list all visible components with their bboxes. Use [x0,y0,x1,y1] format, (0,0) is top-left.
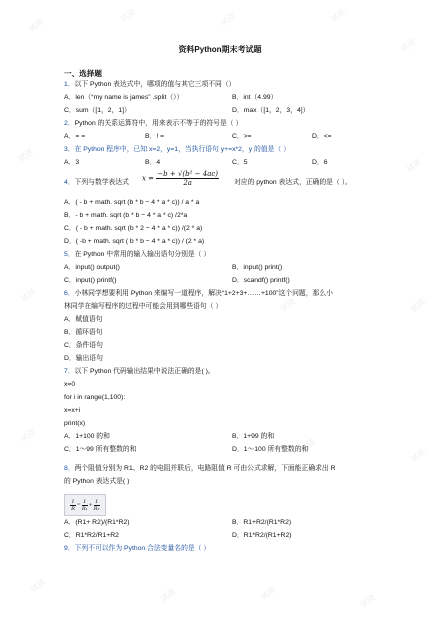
question-6-stem-line1 [64,289,333,299]
question-number: 8． [64,465,75,472]
watermark: 试读 [404,157,424,174]
q1-option-d: D．max（[1，2，3，4]） [232,107,310,114]
watermark: 试读 [118,7,138,24]
q8-option-d: D．R1*R2/(R1+R2) [232,532,292,539]
q7-option-c: C．1～99 所有整数的和 [64,446,137,453]
formula-fraction [156,170,219,187]
question-text: 小林同学想要利用 Python 来编写一道程序，解决“1+2+3+……+100”这个问题，那么小 [74,290,333,297]
q6-option-c: C．条件语句 [64,342,103,349]
code-line: print(x) [64,420,86,427]
q1-option-c: C．sum（[1，2，1]） [64,107,131,114]
question-number: 5． [64,251,75,258]
watermark: 试读 [328,7,348,24]
question-number: 9． [64,545,75,552]
q1-option-b: B．int（4.99） [232,94,278,101]
question-5-stem [64,250,210,260]
q7-option-b: B．1+99 的和 [232,433,275,440]
q3-option-a: A．3 [64,159,80,166]
code-line: for i in range(1,100): [64,394,126,401]
q3-option-b: B．4 [145,159,161,166]
question-6-stem-line2: 林同学在编写程序的过程中可能会用到哪些语句（ ） [64,303,223,310]
q8-option-b: B．R1+R2/(R1*R2) [232,519,292,526]
q4-option-a: A．( - b + math. sqrt (b * b − 4 * a * c)) / a * a [64,199,200,206]
question-3-stem [64,145,290,155]
code-line: x=0 [64,381,76,388]
question-number: 3． [64,146,75,153]
question-text: Python 的关系运算符中，用来表示不等于的符号是（ ） [74,120,243,127]
code-line: x=x+i [64,407,81,414]
watermark: 试读 [408,297,428,314]
q1-option-a: A．len（“my name is james” .split（）） [64,94,184,101]
question-number: 7． [64,368,75,375]
q8-option-a: A．(R1+ R2)/(R1*R2) [64,519,130,526]
q6-option-d: D．输出语句 [64,355,103,362]
question-number: 4． [64,179,75,186]
watermark: 试读 [18,287,38,304]
question-8-stem-line2: 的 Python 表达式是( ) [64,478,130,485]
question-4-stem-pre [64,178,129,188]
q6-option-a: A．赋值语句 [64,316,103,323]
q7-option-d: D．1～100 所有整数的和 [232,446,309,453]
question-2-stem [64,119,242,129]
watermark: 试读 [408,447,428,464]
q3-option-d: D．6 [312,159,328,166]
question-text: 在 Python 程序中，已知 x=2，y=1，当执行语句 y+=x*2，y 的值是（ ） [74,146,290,153]
q5-option-d: D．scandf() printf() [232,277,290,284]
watermark: 试读 [26,17,46,34]
q6-option-b: B．循环语句 [64,329,103,336]
q2-option-d: D．<= [312,133,332,140]
watermark: 试读 [16,147,36,164]
watermark: 试读 [298,437,318,454]
watermark: 试读 [258,585,278,602]
formula-denominator: 2a [183,179,192,187]
q2-option-b: B．! = [145,133,165,140]
question-8-stem-line1 [64,464,336,474]
q4-option-c: C．( - b + math. sqrt (b * 2 − 4 * a * c)) /(2 * a) [64,225,203,232]
section-heading: 一、选择题 [64,69,102,78]
question-number: 2． [64,120,75,127]
q8-option-c: C．R1*R2/R1+R2 [64,532,119,539]
question-9-stem [64,544,210,554]
watermark: 试读 [278,297,298,314]
question-number: 6． [64,290,75,297]
q5-option-b: B．input() print() [232,264,283,271]
q4-option-b: B．- b + math. sqrt (b * b − 4 * a * c) /2*a [64,212,188,219]
question-text: 以下 Python 代码输出结果中说法正确的是( )。 [74,368,215,375]
question-1-stem [64,80,235,90]
parallel-resistance-formula-image: $\frac{1}{R}$ = $\frac{1}{\text{R₁}}$ + $\frac{1}{\text{R₂}}$ [64,494,106,516]
q2-option-a: A．= = [64,133,86,140]
q5-option-c: C．input() printf() [64,277,117,284]
question-text: 两个阻值分别为 R1、R2 的电阻并联后，电路阻值 R 可由公式求解，下面能正确求出 R [74,465,336,472]
question-7-stem [64,367,215,377]
question-text: 在 Python 中常用的输入输出语句分别是（ ） [74,251,211,258]
page-title: 资料Python期末考试题 [178,45,262,54]
q3-option-c: C．5 [232,159,248,166]
watermark: 试读 [28,577,48,594]
watermark: 试读 [398,37,418,54]
q5-option-a: A．input() output() [64,264,120,271]
watermark: 试读 [358,593,378,610]
question-number: 1． [64,81,75,88]
question-text: 下列与数学表达式 [74,179,129,186]
formula-lhs: x = [142,174,155,183]
question-4-stem-post: 对应的 python 表达式，正确的是（ ）。 [234,179,352,186]
q7-option-a: A．1+100 的和 [64,433,110,440]
watermark: 试读 [18,427,38,444]
math-formula [142,170,219,187]
q2-option-c: C．>= [232,133,252,140]
watermark: 试读 [158,587,178,604]
watermark: 试读 [218,11,238,28]
q4-option-d: D．( -b + math. sqrt ( b * b − 4 * a * c)) / (2 * a) [64,238,205,245]
formula-numerator: −b + √(b² − 4ac) [157,170,219,178]
question-text: 以下 Python 表达式中，哪项的值与其它三项不同（） [74,81,236,88]
question-text: 下列不可以作为 Python 合法变量名的是（ ） [74,545,211,552]
